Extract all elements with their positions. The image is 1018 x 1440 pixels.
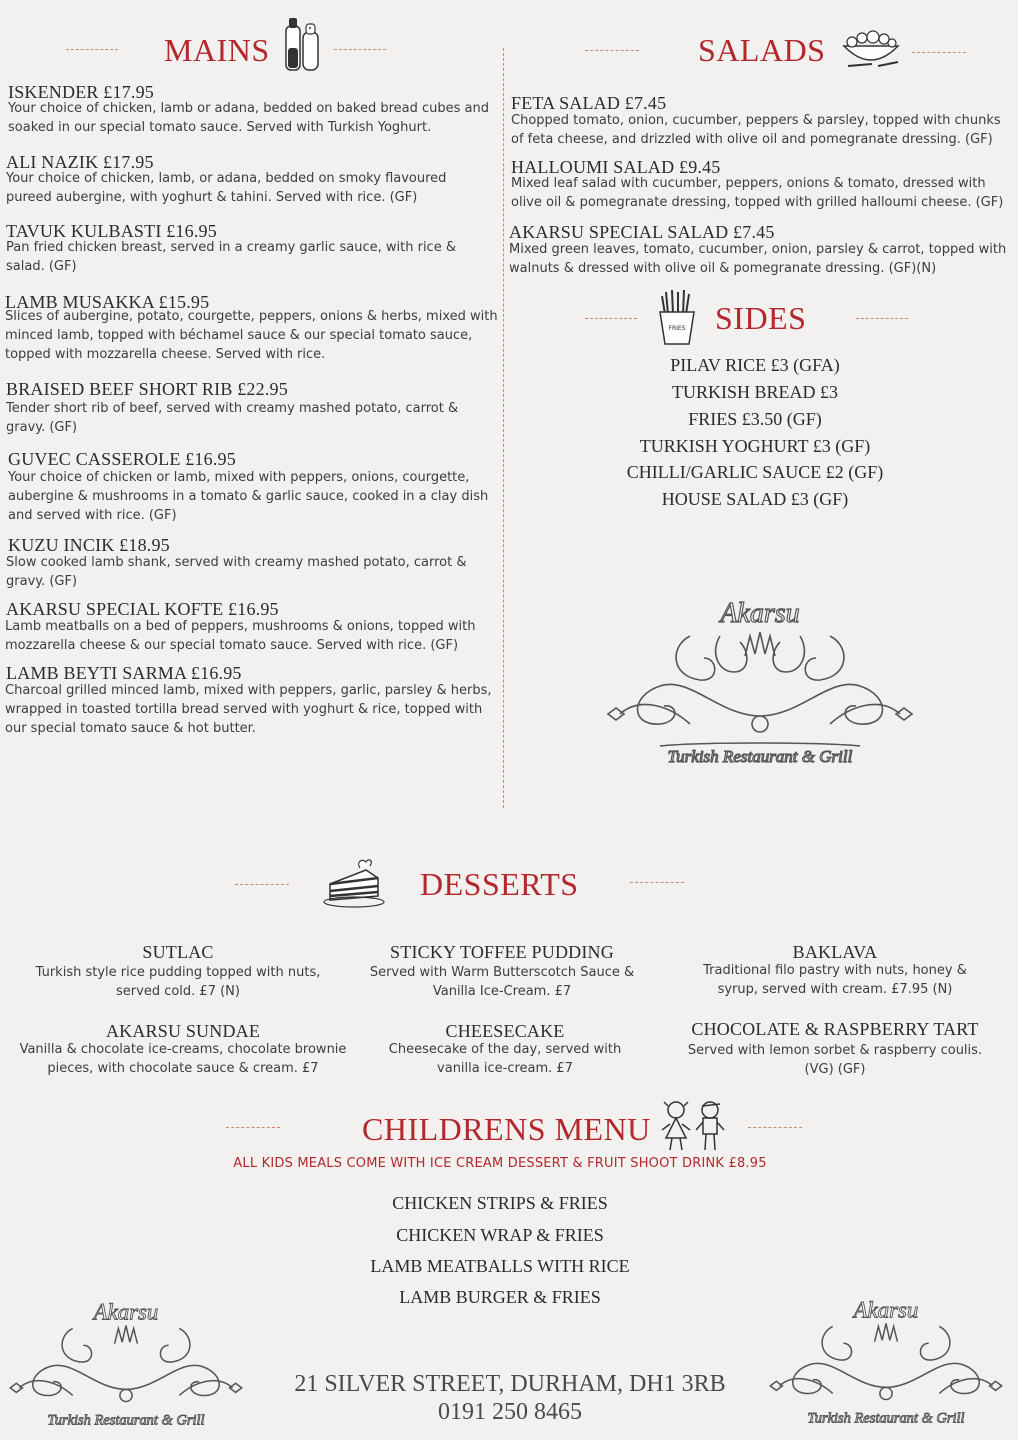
mains-item-desc: Your choice of chicken, lamb, or adana, bedded on smoky flavoured pureed aubergine, with yoghurt & tahini. Served with rice. (GF) [6, 171, 447, 205]
fries-icon [654, 288, 700, 346]
sides-rule-right [856, 318, 908, 319]
footer-logo-left [4, 1298, 248, 1432]
mains-item-name: BRAISED BEEF SHORT RIB £22.95 [6, 379, 288, 399]
desserts-rule-left [235, 884, 289, 885]
mains-item-name: GUVEC CASSEROLE £16.95 [8, 449, 236, 469]
desserts-item-name: CHOCOLATE & RASPBERRY TART [691, 1019, 979, 1039]
footer-logo-right [764, 1296, 1008, 1430]
logo-name: Akarsu [720, 598, 800, 629]
desserts-item-desc: Served with Warm Butterscotch Sauce & Vanilla Ice-Cream. £7 [369, 965, 635, 999]
mains-item-desc: Lamb meatballs on a bed of peppers, mushrooms & onions, topped with mozzarella cheese & our special tomato sauce. Served with rice. (GF) [5, 619, 476, 653]
mains-item-name: LAMB BEYTI SARMA £16.95 [6, 663, 242, 683]
salads-rule-left [585, 50, 639, 51]
mains-item-name: AKARSU SPECIAL KOFTE £16.95 [6, 599, 279, 619]
cake-icon [322, 856, 386, 908]
salads-item-desc: Chopped tomato, onion, cucumber, peppers & parsley, topped with chunks of feta cheese, and drizzled with olive oil and pomegranate dressing. (GF) [511, 113, 1001, 147]
salt-pepper-icon [280, 12, 324, 74]
desserts-item-name: CHEESECAKE [445, 1021, 565, 1041]
mains-item-name: ALI NAZIK £17.95 [6, 152, 154, 172]
sides-item: PILAV RICE £3 (GFA) [670, 355, 840, 375]
desserts-item-name: AKARSU SUNDAE [105, 1021, 261, 1041]
salads-item-desc: Mixed green leaves, tomato, cucumber, onion, parsley & carrot, topped with walnuts & dressed with olive oil & pomegranate dressing. (GF)(N) [509, 242, 1007, 276]
logo-name: Akarsu [93, 1299, 159, 1325]
column-divider [503, 48, 504, 808]
svg-text:FRIES: FRIES [668, 325, 686, 332]
childrens-title: CHILDRENS MENU [362, 1111, 651, 1147]
footer-phone: 0191 250 8465 [438, 1399, 582, 1425]
salads-item-name: FETA SALAD £7.45 [511, 93, 667, 113]
desserts-item-desc: Vanilla & chocolate ice-creams, chocolate brownie pieces, with chocolate sauce & cream. £7 [19, 1042, 347, 1076]
desserts-title: DESSERTS [420, 866, 579, 902]
desserts-item-desc: Cheesecake of the day, served with vanilla ice-cream. £7 [388, 1042, 622, 1076]
childrens-rule-right [748, 1127, 802, 1128]
mains-item-name: ISKENDER £17.95 [8, 82, 154, 102]
footer-address: 21 SILVER STREET, DURHAM, DH1 3RB [294, 1371, 726, 1397]
mains-item-name: KUZU INCIK £18.95 [8, 535, 170, 555]
logo-name: Akarsu [853, 1297, 919, 1323]
sides-item: TURKISH BREAD £3 [671, 382, 838, 402]
salads-item-name: HALLOUMI SALAD £9.45 [511, 157, 721, 177]
childrens-subtitle: ALL KIDS MEALS COME WITH ICE CREAM DESSERT & FRUIT SHOOT DRINK £8.95 [233, 1156, 767, 1171]
sides-item: CHILLI/GARLIC SAUCE £2 (GF) [626, 462, 884, 482]
childrens-item: LAMB BURGER & FRIES [399, 1287, 601, 1307]
salads-rule-right [912, 52, 966, 53]
mains-title: MAINS [164, 32, 270, 68]
sides-title: SIDES [715, 300, 807, 336]
mains-item-desc: Slow cooked lamb shank, served with creamy mashed potato, carrot & gravy. (GF) [6, 555, 467, 589]
desserts-rule-right [630, 882, 684, 883]
mains-item-desc: Your choice of chicken, lamb or adana, bedded on baked bread cubes and soaked in our special tomato sauce. Served with Turkish Yoghurt. [8, 101, 489, 135]
childrens-item: CHICKEN STRIPS & FRIES [392, 1193, 608, 1213]
childrens-item: LAMB MEATBALLS WITH RICE [370, 1256, 630, 1276]
desserts-item-desc: Traditional filo pastry with nuts, honey & syrup, served with cream. £7.95 (N) [703, 963, 967, 997]
desserts-item-name: BAKLAVA [792, 942, 878, 962]
salad-bowl-icon [838, 26, 904, 72]
mains-rule-left [66, 49, 118, 50]
salads-item-desc: Mixed leaf salad with cucumber, peppers, onions & tomato, dressed with olive oil & pomegranate dressing, topped with grilled halloumi cheese. (GF) [511, 176, 1004, 210]
mains-item-name: LAMB MUSAKKA £15.95 [5, 292, 210, 312]
sides-rule-left [585, 318, 637, 319]
children-icon [658, 1098, 730, 1152]
mains-item-desc: Your choice of chicken or lamb, mixed with peppers, onions, courgette, aubergine & mushrooms in a tomato & garlic sauce, cooked in a clay dish and served with rice. (GF) [8, 470, 489, 523]
salads-title: SALADS [698, 32, 826, 68]
childrens-rule-left [226, 1127, 280, 1128]
logo-tagline: Turkish Restaurant & Grill [667, 747, 853, 766]
sides-item: FRIES £3.50 (GF) [688, 409, 822, 429]
mains-item-desc: Tender short rib of beef, served with creamy mashed potato, carrot & gravy. (GF) [6, 401, 459, 435]
restaurant-logo [600, 596, 920, 772]
logo-tagline: Turkish Restaurant & Grill [47, 1412, 205, 1429]
mains-item-desc: Slices of aubergine, potato, courgette, peppers, onions & herbs, mixed with minced lamb, topped with béchamel sauce & our special tomato sauce, topped with mozzarella cheese. Served with rice. [5, 309, 498, 362]
mains-rule-right [334, 49, 386, 50]
desserts-item-name: STICKY TOFFEE PUDDING [390, 942, 614, 962]
mains-item-desc: Pan fried chicken breast, served in a creamy garlic sauce, with rice & salad. (GF) [6, 240, 456, 274]
desserts-item-desc: Served with lemon sorbet & raspberry coulis. (VG) (GF) [687, 1043, 983, 1077]
mains-item-desc: Charcoal grilled minced lamb, mixed with peppers, garlic, parsley & herbs, wrapped in toasted tortilla bread served with yoghurt & rice, topped with our special tomato sauce & hot butter. [5, 683, 492, 736]
logo-tagline: Turkish Restaurant & Grill [807, 1410, 965, 1427]
mains-item-name: TAVUK KULBASTI £16.95 [6, 221, 217, 241]
sides-item: TURKISH YOGHURT £3 (GF) [639, 436, 871, 456]
desserts-item-name: SUTLAC [142, 942, 214, 962]
desserts-item-desc: Turkish style rice pudding topped with nuts, served cold. £7 (N) [35, 965, 321, 999]
sides-item: HOUSE SALAD £3 (GF) [661, 489, 849, 509]
childrens-item: CHICKEN WRAP & FRIES [396, 1225, 604, 1245]
salads-item-name: AKARSU SPECIAL SALAD £7.45 [509, 222, 775, 242]
